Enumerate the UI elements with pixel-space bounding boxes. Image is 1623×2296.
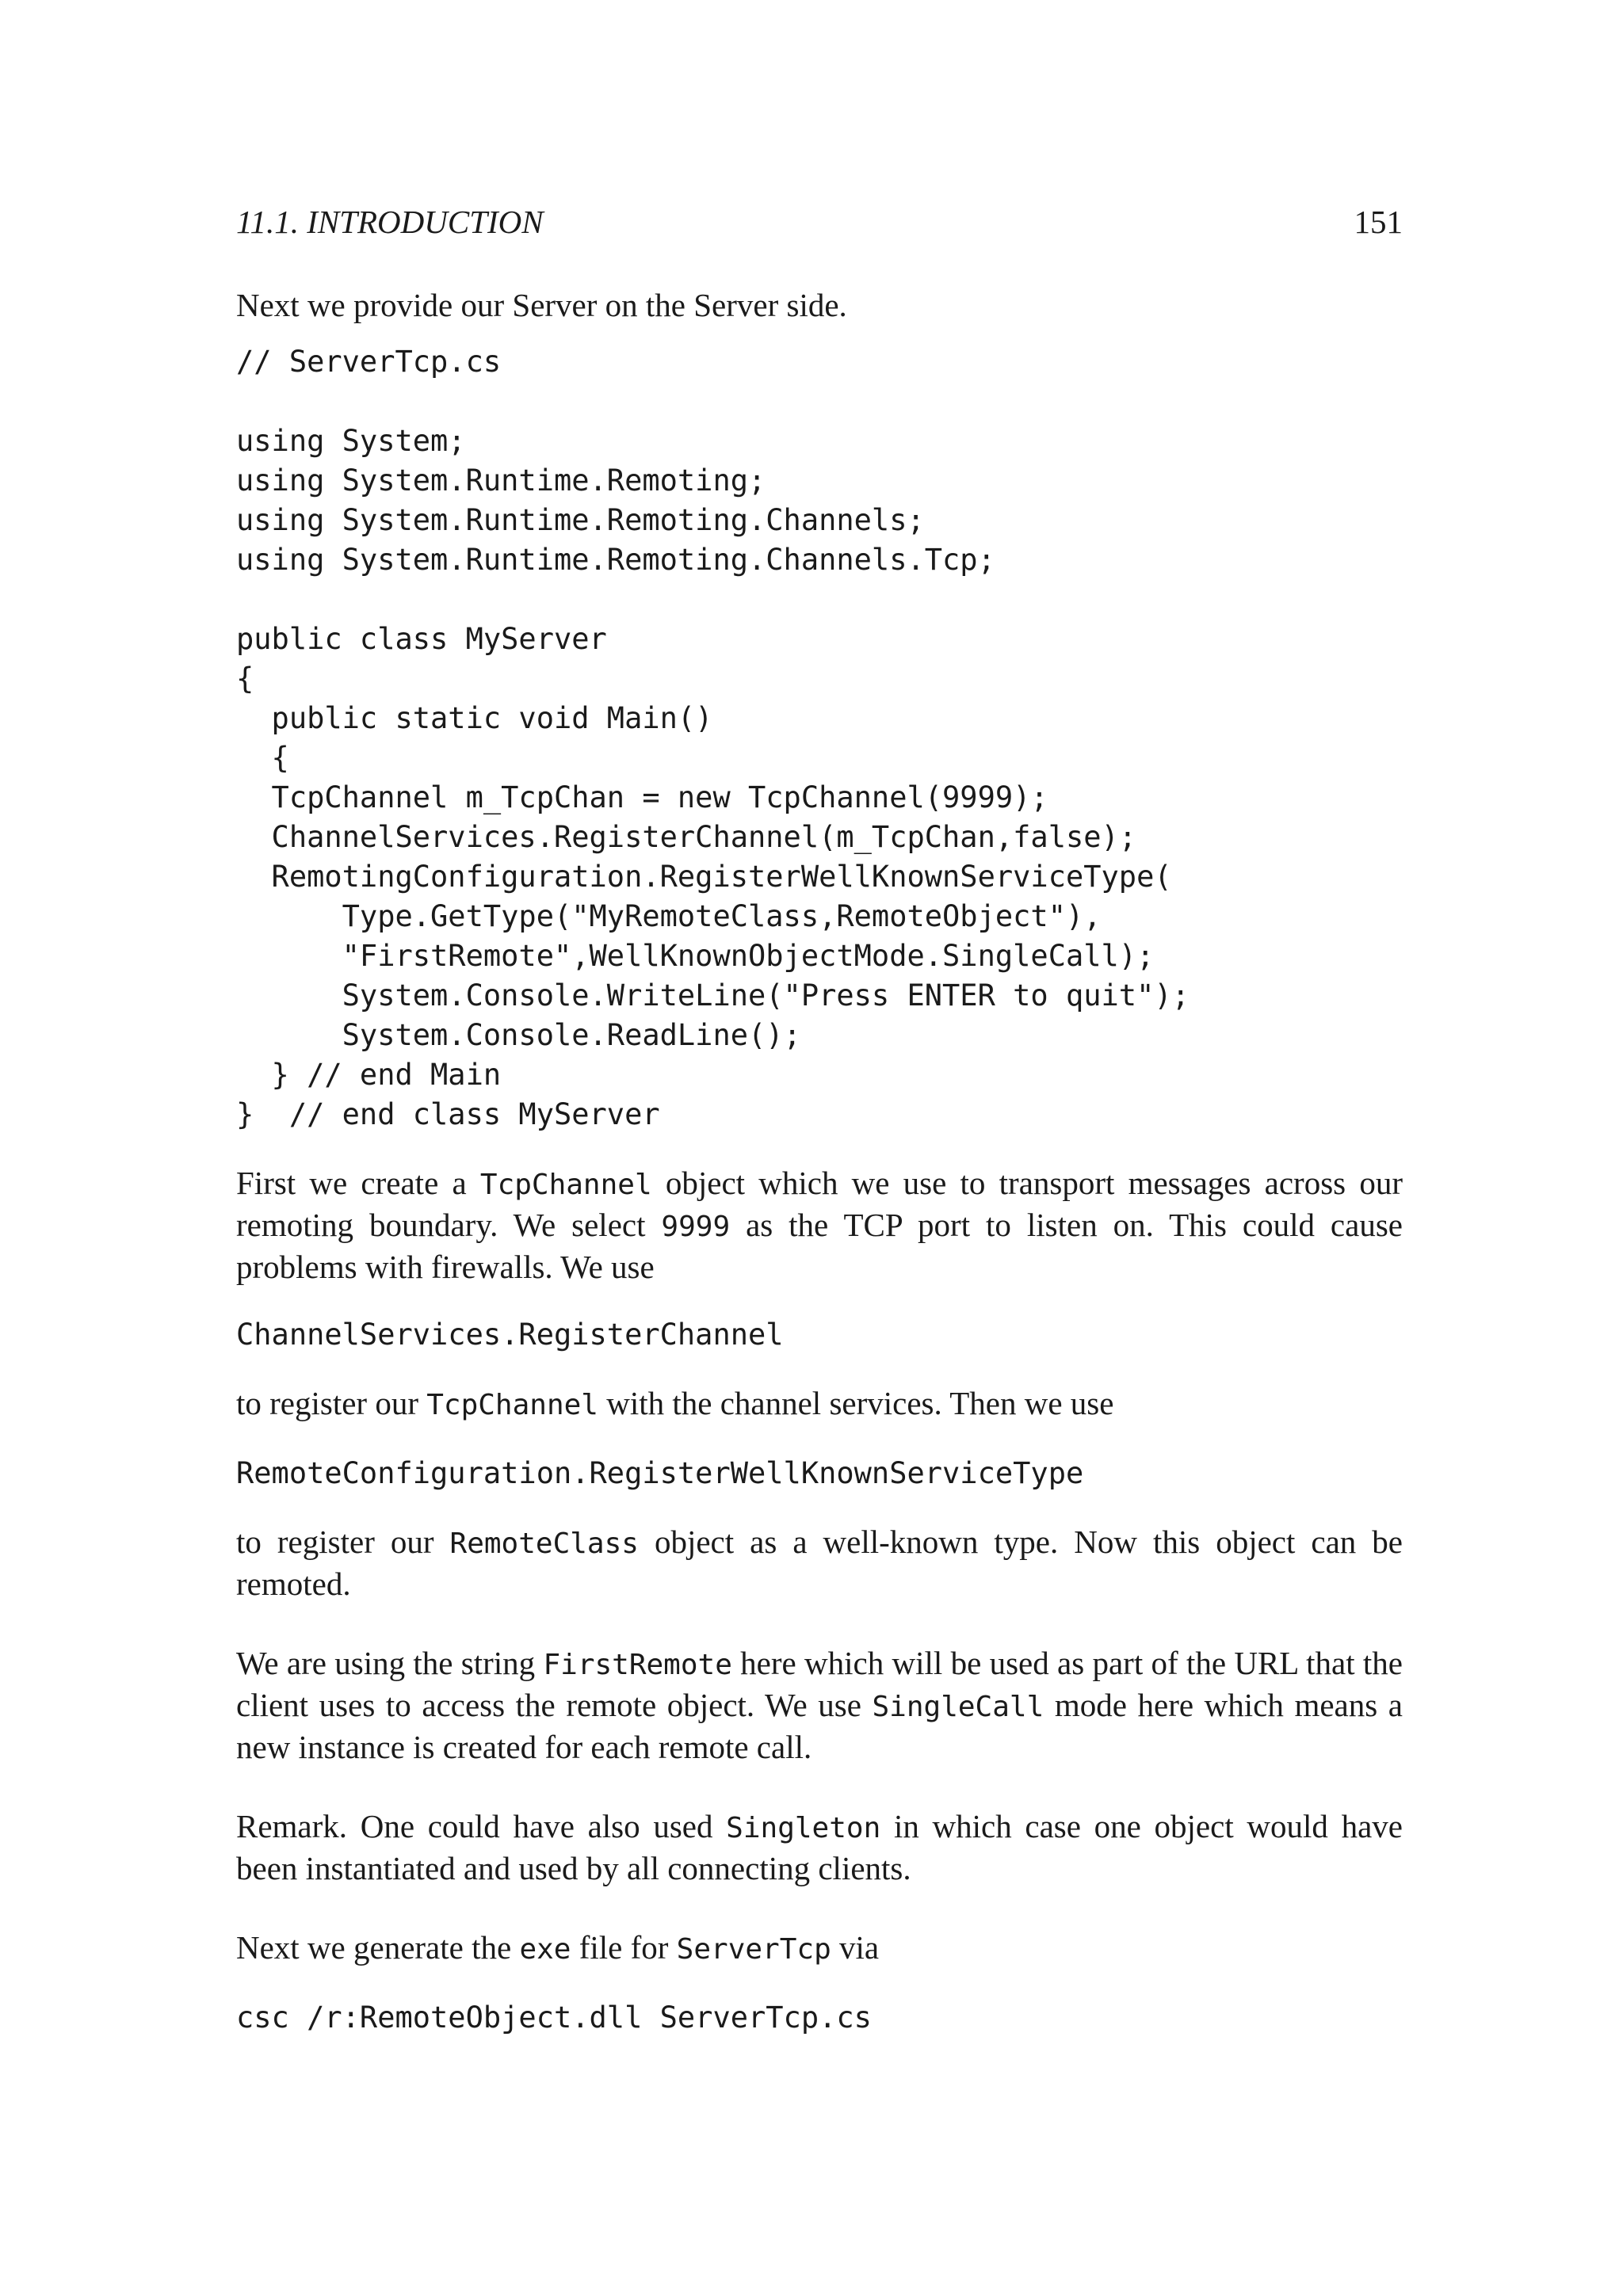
register-channel-code (236, 1315, 1403, 1355)
text-run: as the TCP port to listen on. This could cause problems with firewalls. We use (236, 1207, 1403, 1285)
intro-paragraph: Next we provide our Server on the Server side. (236, 287, 847, 323)
code-line: using System; (236, 424, 466, 458)
code-line: csc /r:RemoteObject.dll ServerTcp.cs (236, 2000, 872, 2035)
code-line: RemoteConfiguration.RegisterWellKnownServiceType (236, 1456, 1084, 1490)
inline-code: ServerTcp (676, 1933, 831, 1966)
text-run: First we create a (236, 1165, 480, 1201)
text-run: We are using the string (236, 1645, 544, 1681)
code-line: using System.Runtime.Remoting.Channels.Tcp; (236, 543, 995, 577)
inline-code: exe (519, 1933, 571, 1966)
code-line: TcpChannel m_TcpChan = new TcpChannel(9999); (236, 780, 1048, 814)
register-paragraph (236, 1383, 1403, 1425)
text-run: Next we generate the (236, 1929, 520, 1966)
firstremote-paragraph (236, 1643, 1403, 1767)
code-line: { (236, 741, 289, 775)
text-run: file for (571, 1929, 677, 1966)
code-line: // ServerTcp.cs (236, 345, 502, 379)
remoteclass-paragraph (236, 1522, 1403, 1604)
text-run: via (831, 1929, 880, 1966)
remark-paragraph (236, 1806, 1403, 1888)
running-header (236, 198, 1403, 246)
code-line: } // end class MyServer (236, 1097, 660, 1131)
code-line: public static void Main() (236, 701, 713, 735)
inline-code: SingleCall (872, 1691, 1044, 1723)
page-number: 151 (1354, 204, 1403, 240)
inline-code: FirstRemote (543, 1649, 732, 1681)
inline-code: 9999 (661, 1211, 731, 1243)
code-line: using System.Runtime.Remoting.Channels; (236, 503, 925, 537)
text-run: mode here which means a new instance is created for each remote call. (236, 1687, 1403, 1765)
tcpchannel-paragraph (236, 1163, 1403, 1287)
inline-code: RemoteClass (449, 1527, 639, 1560)
code-line: { (236, 662, 254, 696)
compile-paragraph (236, 1928, 1403, 1970)
code-line: System.Console.WriteLine("Press ENTER to quit"); (236, 978, 1190, 1013)
compile-command-code (236, 1998, 1403, 2038)
code-line: ChannelServices.RegisterChannel (236, 1318, 784, 1352)
inline-code: TcpChannel (426, 1389, 598, 1421)
register-type-code (236, 1454, 1403, 1493)
code-line: ChannelServices.RegisterChannel(m_TcpChan,false); (236, 820, 1137, 854)
text-run: to register our (236, 1524, 450, 1560)
code-line: RemotingConfiguration.RegisterWellKnownServiceType( (236, 860, 1172, 894)
server-code-listing (236, 342, 1403, 1135)
text-run: with the channel services. Then we use (598, 1385, 1114, 1421)
code-line: } // end Main (236, 1058, 502, 1092)
code-line: public class MyServer (236, 622, 607, 656)
text-run: object which we use to transport messages across our remoting boundary. We select (236, 1165, 1403, 1243)
text-run: to register our (236, 1385, 427, 1421)
code-line: Type.GetType("MyRemoteClass,RemoteObject"), (236, 899, 1102, 933)
text-run: Remark. One could have also used (236, 1808, 727, 1844)
inline-code: TcpChannel (479, 1169, 652, 1201)
code-line: "FirstRemote",WellKnownObjectMode.SingleCall); (236, 939, 1155, 973)
code-line (236, 580, 1403, 620)
code-line (236, 382, 1403, 421)
code-line: using System.Runtime.Remoting; (236, 463, 766, 498)
code-line: System.Console.ReadLine(); (236, 1018, 801, 1052)
text-run: in which case one object would have been instantiated and used by all connecting clients. (236, 1808, 1403, 1886)
inline-code: Singleton (726, 1812, 881, 1844)
document-page (236, 198, 1403, 2038)
text-run: object as a well-known type. Now this object can be remoted. (236, 1524, 1403, 1602)
section-title: 11.1. INTRODUCTION (236, 204, 544, 240)
text-run: here which will be used as part of the URL that the client uses to access the remote object. We use (236, 1645, 1403, 1723)
